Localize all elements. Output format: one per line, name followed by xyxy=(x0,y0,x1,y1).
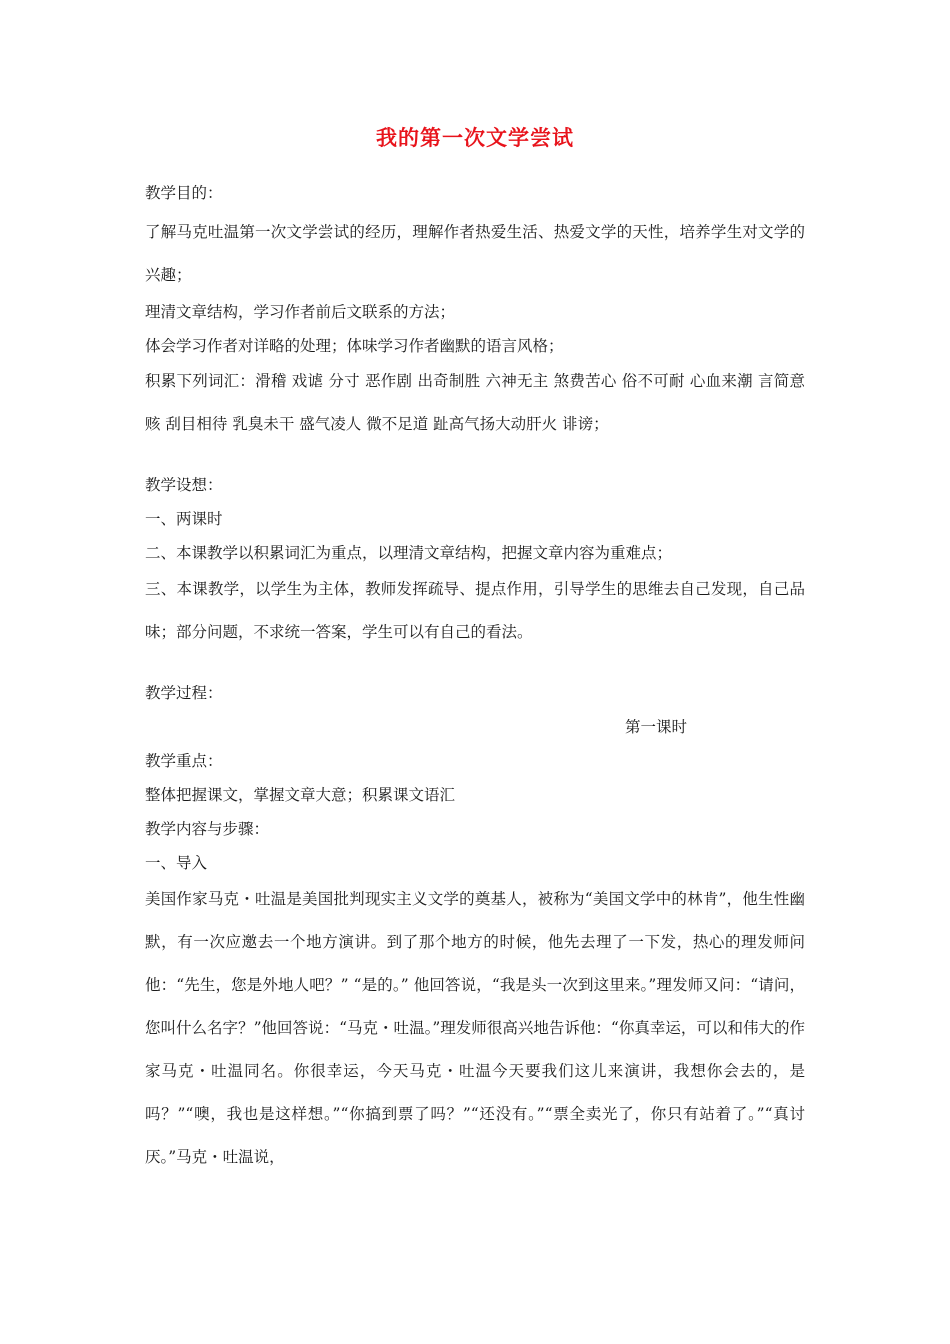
step-1-heading: 一、导入 xyxy=(145,854,208,872)
purpose-item-2: 理清文章结构，学习作者前后文联系的方法； xyxy=(145,303,456,321)
lesson-label: 第一课时 xyxy=(624,718,687,736)
process-heading: 教学过程： xyxy=(145,684,223,702)
purpose-item-3: 体会学习作者对详略的处理；体味学习作者幽默的语言风格； xyxy=(145,337,564,355)
focus-heading: 教学重点： xyxy=(145,752,223,770)
purpose-item-1: 了解马克吐温第一次文学尝试的经历，理解作者热爱生活、热爱文学的天性，培养学生对文学的兴趣； xyxy=(145,223,805,284)
intro-paragraph: 美国作家马克・吐温是美国批判现实主义文学的奠基人，被称为“美国文学中的林肯”，他生性幽默，有一次应邀去一个地方演讲。到了那个地方的时候，他先去理了一下发，热心的理发师问他：“先生，您是外地人吧？” “是的。” 他回答说，“我是头一次到这里来。”理发师又问：“请问，您叫什么名字？”他回答说：“马克・吐温。”理发师很高兴地告诉他：“你真幸运，可以和伟大的作家马克・吐温同名。你很幸运，今天马克・吐温今天要我们这儿来演讲，我想你会去的，是吗？”“噢，我也是这样想。”“你搞到票了吗？”“还没有。”“票全卖光了，你只有站着了。”“真讨厌。”马克・吐温说， xyxy=(145,890,805,1166)
document-title: 我的第一次文学尝试 xyxy=(376,125,574,150)
design-item-3: 三、本课教学，以学生为主体，教师发挥疏导、提点作用，引导学生的思维去自己发现，自己品味；部分问题，不求统一答案，学生可以有自己的看法。 xyxy=(145,580,805,641)
design-heading: 教学设想： xyxy=(145,476,223,494)
purpose-item-4: 积累下列词汇：滑稽 戏谑 分寸 恶作剧 出奇制胜 六神无主 煞费苦心 俗不可耐 心血来潮 言简意赅 刮目相待 乳臭未干 盛气凌人 微不足道 趾高气扬大动肝火 诽谤； xyxy=(145,372,805,433)
design-item-1: 一、两课时 xyxy=(145,510,223,528)
purpose-heading: 教学目的： xyxy=(145,184,223,202)
focus-text: 整体把握课文，掌握文章大意；积累课文语汇 xyxy=(145,786,456,804)
design-item-2: 二、本课教学以积累词汇为重点，以理清文章结构，把握文章内容为重难点； xyxy=(145,544,673,562)
document-body xyxy=(145,176,805,1179)
steps-heading: 教学内容与步骤： xyxy=(145,820,270,838)
